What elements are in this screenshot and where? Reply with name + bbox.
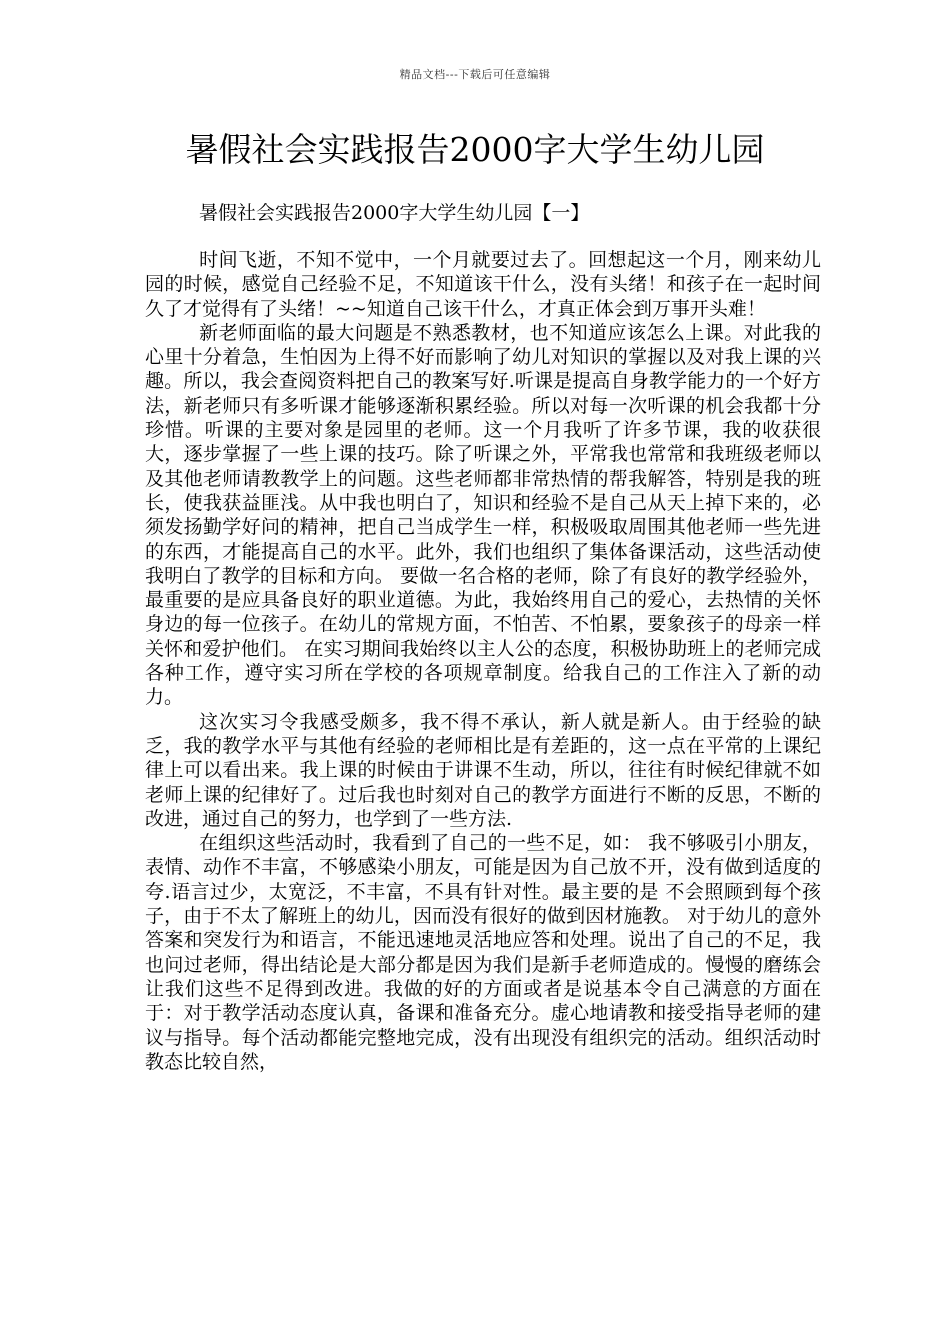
paragraph: 这次实习令我感受颇多，我不得不承认，新人就是新人。由于经验的缺乏，我的教学水平与其他有经验的老师相比是有差距的，这一点在平常的上课纪律上可以看出来。我上课的时候由于讲课不生动，所以，往往有时候纪律就不如老师上课的纪律好了。过后我也时刻对自己的教学方面进行不断的反思，不断的改进，通过自己的努力，也学到了一些方法.: [145, 710, 821, 830]
body-text: [145, 248, 821, 1074]
section-subtitle: 暑假社会实践报告2000字大学生幼儿园【一】: [199, 202, 590, 224]
paragraph: 时间飞逝，不知不觉中，一个月就要过去了。回想起这一个月，刚来幼儿园的时候，感觉自己经验不足，不知道该干什么，没有头绪！和孩子在一起时间久了才觉得有了头绪！~~知道自己该干什么，才真正体会到万事开头难！: [145, 249, 821, 320]
header-note: 精品文档---下载后可任意编辑: [399, 68, 551, 81]
paragraph: 在组织这些活动时，我看到了自己的一些不足，如： 我不够吸引小朋友，表情、动作不丰富，不够感染小朋友，可能是因为自己放不开，没有做到适度的夸.语言过少，太宽泛，不丰富，不具有针对性。最主要的是 不会照顾到每个孩子，由于不太了解班上的幼儿，因而没有很好的做到因材施教。 对于幼儿的意外答案和突发行为和语言，不能迅速地灵活地应答和处理。说出了自己的不足，我也问过老师，得出结论是大部分都是因为我们是新手老师造成的。慢慢的磨练会让我们这些不足得到改进。我做的好的方面或者是说基本令自己满意的方面在于：对于教学活动态度认真，备课和准备充分。虚心地请教和接受指导老师的建议与指导。每个活动都能完整地完成，没有出现没有组织完的活动。组织活动时教态比较自然，: [145, 832, 821, 1073]
paragraph: 新老师面临的最大问题是不熟悉教材，也不知道应该怎么上课。对此我的心里十分着急，生怕因为上得不好而影响了幼儿对知识的掌握以及对我上课的兴趣。所以，我会查阅资料把自己的教案写好.听课是提高自身教学能力的一个好方法，新老师只有多听课才能够逐渐积累经验。所以对每一次听课的机会我都十分珍惜。听课的主要对象是园里的老师。这一个月我听了许多节课，我的收获很大，逐步掌握了一些上课的技巧。除了听课之外，平常我也常常和我班级老师以及其他老师请教教学上的问题。这些老师都非常热情的帮我解答，特别是我的班长，使我获益匪浅。从中我也明白了，知识和经验不是自己从天上掉下来的，必须发扬勤学好问的精神，把自己当成学生一样，积极吸取周围其他老师一些先进的东西，才能提高自己的水平。此外，我们也组织了集体备课活动，这些活动使我明白了教学的目标和方向。 要做一名合格的老师，除了有良好的教学经验外，最重要的是应具备良好的职业道德。为此，我始终用自己的爱心，去热情的关怀身边的每一位孩子。在幼儿的常规方面，不怕苦、不怕累，要象孩子的母亲一样关怀和爱护他们。 在实习期间我始终以主人公的态度，积极协助班上的老师完成各种工作，遵守实习所在学校的各项规章制度。给我自己的工作注入了新的动力。: [145, 321, 821, 709]
document-title: 暑假社会实践报告2000字大学生幼儿园: [185, 130, 765, 169]
